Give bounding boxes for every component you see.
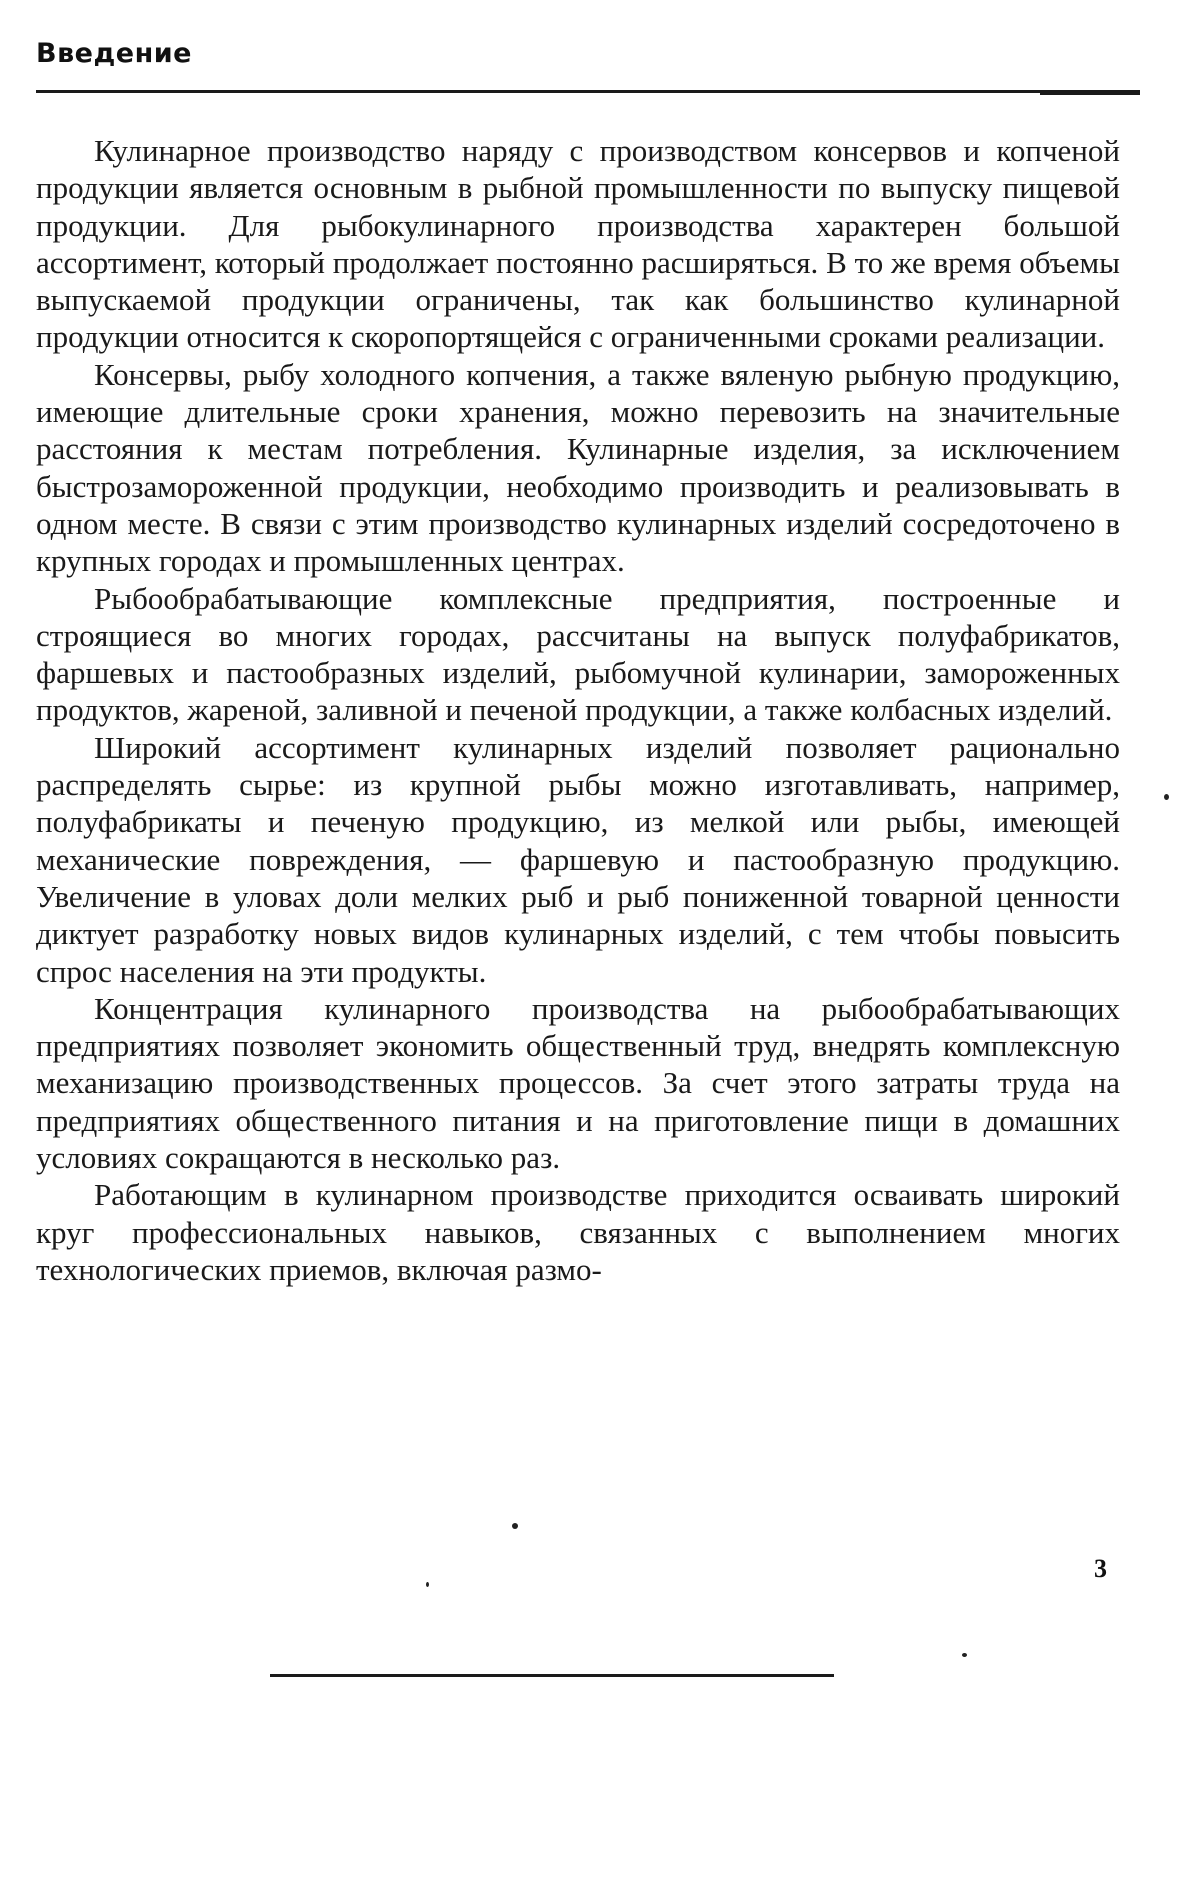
scan-speck	[1164, 794, 1169, 800]
paragraph-1: Кулинарное производство наряду с производством консервов и копченой продукции является основным в рыбной промышленности по выпуску пищевой продукции. Для рыбокулинарного производства характерен большой ассортимент, который продолжает постоянно расширяться. В то же время объемы выпускаемой продукции ограничены, так как большинство кулинарной продукции относится к скоропортящейся с ограниченными сроками реализации.	[36, 133, 1120, 355]
scan-speck	[426, 1582, 429, 1587]
paragraph-3: Рыбообрабатывающие комплексные предприятия, построенные и строящиеся во многих городах, рассчитаны на выпуск полуфабрикатов, фаршевых и пастообразных изделий, рыбомучной кулинарии, замороженных продуктов, жареной, заливной и печеной продукции, а также колбасных изделий.	[36, 580, 1120, 728]
paragraph-4: Широкий ассортимент кулинарных изделий позволяет рационально распределять сырье: из крупной рыбы можно изготавливать, например, полуфабрикаты и печеную продукцию, из мелкой или рыбы, имеющей механические повреждения, — фаршевую и пастообразную продукцию. Увеличение в уловах доли мелких рыб и рыб пониженной товарной ценности диктует разработку новых видов кулинарных изделий, с тем чтобы повысить спрос населения на эти продукты.	[36, 729, 1120, 989]
scan-speck	[962, 1653, 967, 1657]
footer-rule	[270, 1674, 834, 1677]
header-rule	[36, 90, 1140, 93]
scan-speck	[512, 1523, 518, 1529]
paragraph-5: Концентрация кулинарного производства на рыбообрабатывающих предприятиях позволяет экономить общественный труд, внедрять комплексную механизацию производственных процессов. За счет этого затраты труда на предприятиях общественного питания и на приготовление пищи в домашних условиях сокращаются в несколько раз.	[36, 990, 1120, 1176]
paragraph-6: Работающим в кулинарном производстве приходится осваивать широкий круг профессиональных навыков, связанных с выполнением многих технологических приемов, включая размо-	[36, 1177, 1120, 1287]
header-rule-tail	[1040, 93, 1140, 95]
body-text	[36, 132, 1120, 1288]
paragraph-2: Консервы, рыбу холодного копчения, а также вяленую рыбную продукцию, имеющие длительные сроки хранения, можно перевозить на значительные расстояния к местам потребления. Кулинарные изделия, за исключением быстрозамороженной продукции, необходимо производить и реализовывать в одном месте. В связи с этим производство кулинарных изделий сосредоточено в крупных городах и промышленных центрах.	[36, 356, 1120, 579]
page-number: 3	[1094, 1554, 1107, 1583]
section-title: Введение	[36, 38, 192, 69]
